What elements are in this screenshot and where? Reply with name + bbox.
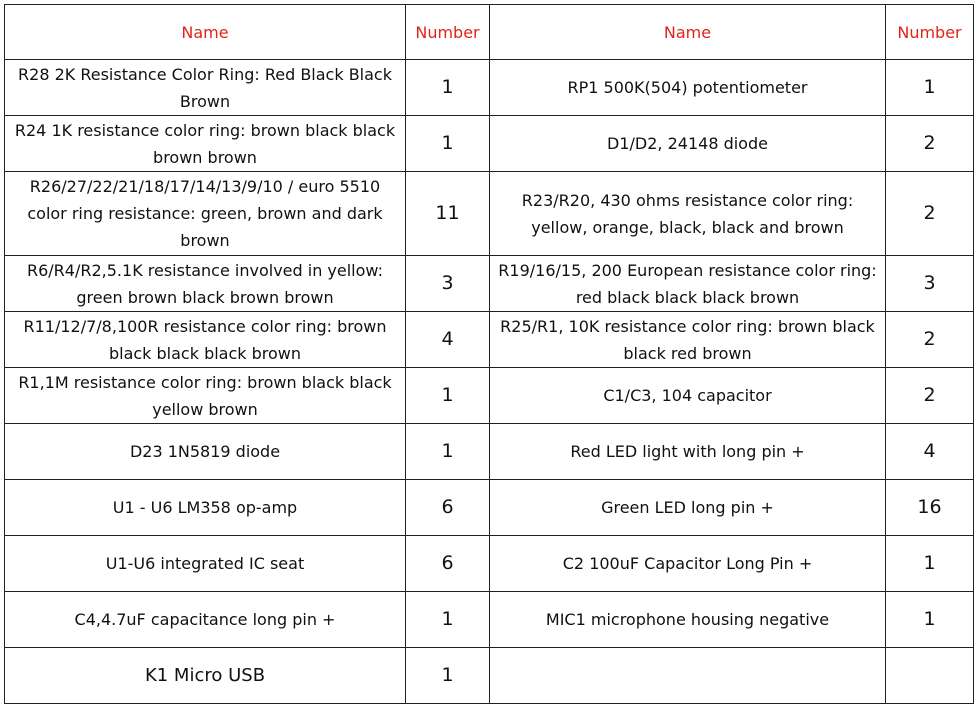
part-number: 2 — [886, 368, 974, 424]
part-number: 1 — [886, 592, 974, 648]
part-name: R23/R20, 430 ohms resistance color ring: yellow, orange, black, black and brown — [490, 172, 886, 256]
part-number: 6 — [406, 480, 490, 536]
part-name: R24 1K resistance color ring: brown black black brown brown — [5, 116, 406, 172]
part-name: R1,1M resistance color ring: brown black black yellow brown — [5, 368, 406, 424]
part-name — [490, 648, 886, 704]
part-name: C1/C3, 104 capacitor — [490, 368, 886, 424]
part-number: 11 — [406, 172, 490, 256]
part-name: MIC1 microphone housing negative — [490, 592, 886, 648]
table-row — [5, 368, 974, 424]
table-row — [5, 256, 974, 312]
table-row — [5, 480, 974, 536]
part-number: 1 — [406, 648, 490, 704]
table-row — [5, 116, 974, 172]
part-name: Green LED long pin + — [490, 480, 886, 536]
part-number: 16 — [886, 480, 974, 536]
table-row — [5, 592, 974, 648]
header-name-left: Name — [5, 5, 406, 60]
part-number: 2 — [886, 116, 974, 172]
table-row — [5, 424, 974, 480]
part-number: 1 — [406, 116, 490, 172]
header-number-right: Number — [886, 5, 974, 60]
part-number: 2 — [886, 172, 974, 256]
part-name: D1/D2, 24148 diode — [490, 116, 886, 172]
part-name: R26/27/22/21/18/17/14/13/9/10 / euro 5510 color ring resistance: green, brown and dark brown — [5, 172, 406, 256]
header-number-left: Number — [406, 5, 490, 60]
part-name: R25/R1, 10K resistance color ring: brown black black red brown — [490, 312, 886, 368]
table-row — [5, 648, 974, 704]
part-number: 6 — [406, 536, 490, 592]
table-row — [5, 60, 974, 116]
part-number: 1 — [886, 536, 974, 592]
part-name: R11/12/7/8,100R resistance color ring: brown black black black brown — [5, 312, 406, 368]
table-row — [5, 312, 974, 368]
parts-list-table — [4, 4, 974, 704]
part-number: 3 — [406, 256, 490, 312]
part-number: 4 — [406, 312, 490, 368]
header-name-right: Name — [490, 5, 886, 60]
part-name: R6/R4/R2,5.1K resistance involved in yellow: green brown black brown brown — [5, 256, 406, 312]
part-name: D23 1N5819 diode — [5, 424, 406, 480]
part-name: K1 Micro USB — [5, 648, 406, 704]
part-name: C2 100uF Capacitor Long Pin + — [490, 536, 886, 592]
part-name: U1 - U6 LM358 op-amp — [5, 480, 406, 536]
part-number: 1 — [886, 60, 974, 116]
part-name: RP1 500K(504) potentiometer — [490, 60, 886, 116]
part-number: 1 — [406, 424, 490, 480]
part-name: R19/16/15, 200 European resistance color ring: red black black black brown — [490, 256, 886, 312]
table-row — [5, 172, 974, 256]
part-number — [886, 648, 974, 704]
part-name: Red LED light with long pin + — [490, 424, 886, 480]
header-row — [5, 5, 974, 60]
part-number: 1 — [406, 592, 490, 648]
part-number: 4 — [886, 424, 974, 480]
part-name: U1-U6 integrated IC seat — [5, 536, 406, 592]
part-number: 1 — [406, 368, 490, 424]
table-row — [5, 536, 974, 592]
part-number: 2 — [886, 312, 974, 368]
part-number: 1 — [406, 60, 490, 116]
part-name: C4,4.7uF capacitance long pin + — [5, 592, 406, 648]
part-name: R28 2K Resistance Color Ring: Red Black Black Brown — [5, 60, 406, 116]
part-number: 3 — [886, 256, 974, 312]
